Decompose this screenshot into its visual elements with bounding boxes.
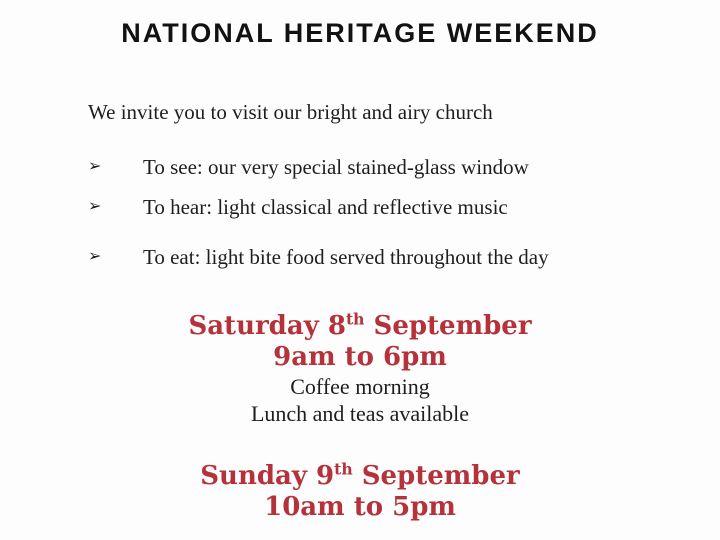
intro-text: We invite you to visit our bright and airy church — [88, 100, 493, 124]
event-saturday-title — [0, 311, 720, 342]
event-sunday-day: Sunday 9 — [200, 461, 335, 491]
events-section — [0, 311, 720, 523]
bullet-item — [88, 243, 720, 271]
event-saturday-detail: Coffee morning — [290, 374, 430, 399]
event-sunday-title — [0, 461, 720, 492]
bullet-item — [88, 193, 720, 221]
event-saturday — [0, 311, 720, 427]
event-saturday-detail: Lunch and teas available — [250, 401, 470, 426]
event-saturday-day: Saturday 8 — [188, 311, 346, 341]
bullet-text-hear: To hear: light classical and reflective music — [143, 195, 508, 219]
arrow-bullet-icon: ➢ — [88, 198, 102, 215]
main-title: NATIONAL HERITAGE WEEKEND — [121, 18, 599, 48]
bullet-text-see: To see: our very special stained-glass window — [143, 155, 529, 179]
event-saturday-month: September — [364, 311, 532, 341]
event-sunday-time: 10am to 5pm — [264, 492, 456, 522]
arrow-bullet-icon: ➢ — [88, 248, 102, 265]
bullet-text-eat: To eat: light bite food served throughout the day — [143, 245, 549, 269]
event-saturday-time: 9am to 6pm — [273, 342, 447, 372]
arrow-bullet-icon: ➢ — [88, 158, 102, 175]
event-sunday-ordinal: th — [334, 459, 353, 479]
bullet-list — [0, 153, 720, 271]
event-sunday-month: September — [352, 461, 520, 491]
event-saturday-ordinal: th — [345, 309, 365, 329]
bullet-item — [88, 153, 720, 181]
event-sunday — [0, 461, 720, 523]
